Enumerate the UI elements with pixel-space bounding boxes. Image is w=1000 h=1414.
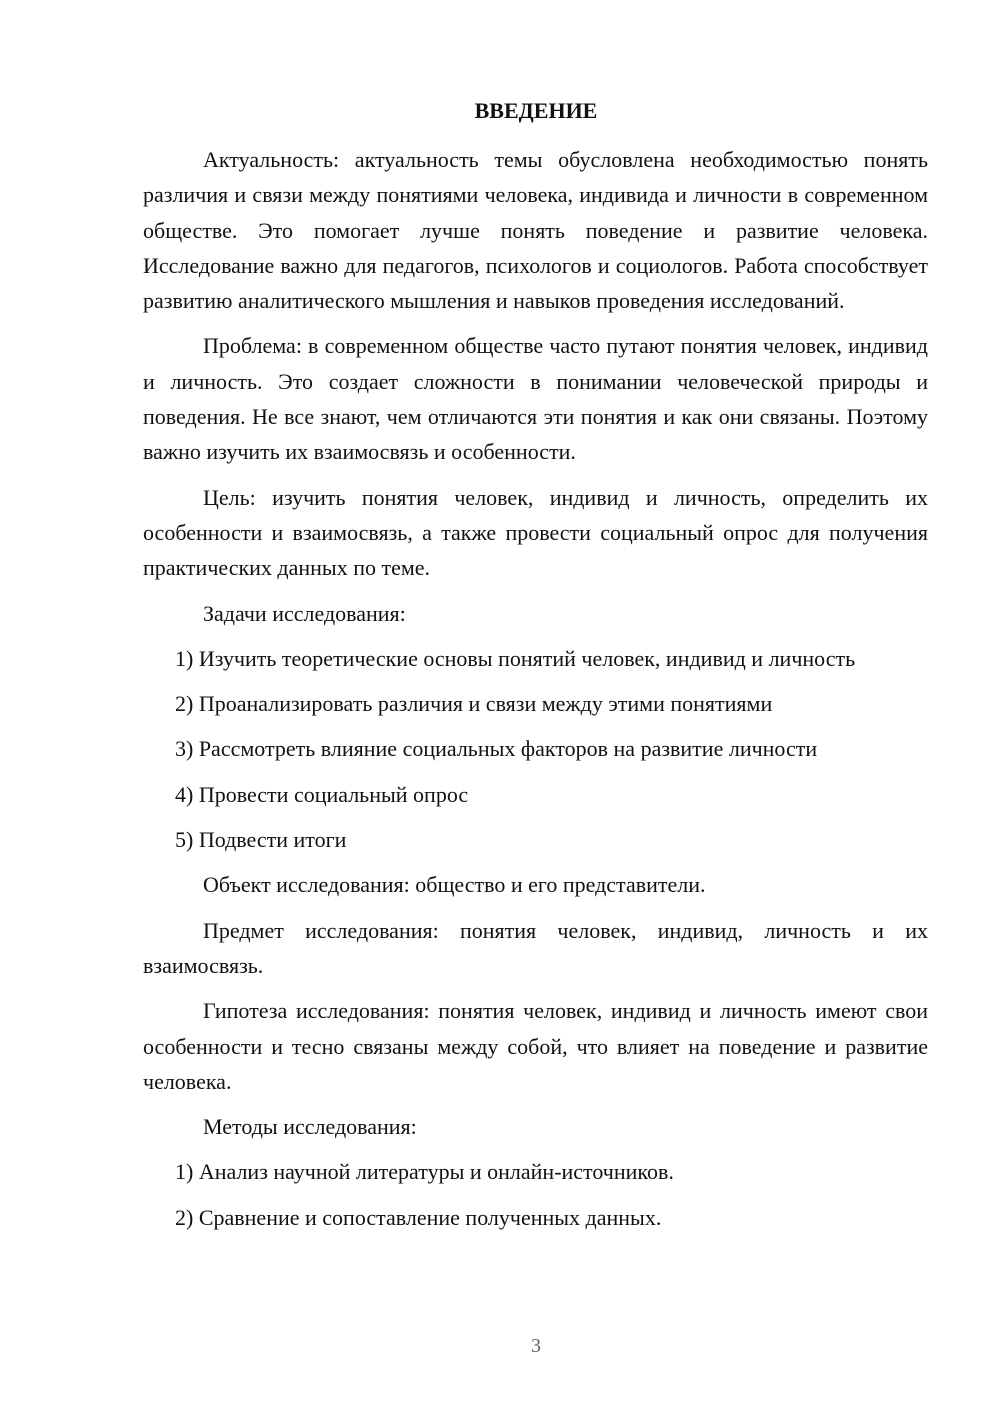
method-item-1: 1) Анализ научной литературы и онлайн-источников. [175, 1159, 674, 1185]
relevance-paragraph: Актуальность: актуальность темы обусловлена необходимостью понять различия и связи между понятиями человека, индивида и личности в современном обществе. Это помогает лучше понять поведение и развитие человека. Исследование важно для педагогов, психологов и социологов. Работа способствует развитию аналитического мышления и навыков проведения исследований. [143, 147, 928, 314]
task-item-2: 2) Проанализировать различия и связи между этими понятиями [175, 691, 773, 717]
page-title: ВВЕДЕНИЕ [474, 98, 598, 123]
task-item-1: 1) Изучить теоретические основы понятий человек, индивид и личность [175, 645, 856, 671]
task-item-5: 5) Подвести итоги [175, 827, 347, 853]
document-body [143, 142, 928, 1245]
hypothesis-paragraph: Гипотеза исследования: понятия человек, индивид и личность имеют свои особенности и тесно связаны между собой, что влияет на поведение и развитие человека. [143, 998, 928, 1094]
goal-paragraph: Цель: изучить понятия человек, индивид и личность, определить их особенности и взаимосвязь, а также провести социальный опрос для получения практических данных по теме. [143, 484, 928, 581]
page-number: 3 [531, 1335, 541, 1357]
method-item-2: 2) Сравнение и сопоставление полученных данных. [175, 1204, 662, 1230]
subject-paragraph: Предмет исследования: понятия человек, индивид, личность и их взаимосвязь. [143, 917, 928, 978]
problem-paragraph: Проблема: в современном обществе часто путают понятия человек, индивид и личность. Это создает сложности в понимании человеческой природы и поведения. Не все знают, чем отличаются эти понятия и как они связаны. Поэтому важно изучить их взаимосвязь и особенности. [143, 333, 928, 465]
tasks-heading: Задачи исследования: [203, 600, 406, 626]
task-item-3: 3) Рассмотреть влияние социальных факторов на развитие личности [175, 736, 818, 762]
task-item-4: 4) Провести социальный опрос [175, 781, 469, 807]
methods-heading: Методы исследования: [203, 1114, 417, 1140]
object-paragraph: Объект исследования: общество и его представители. [203, 872, 706, 898]
